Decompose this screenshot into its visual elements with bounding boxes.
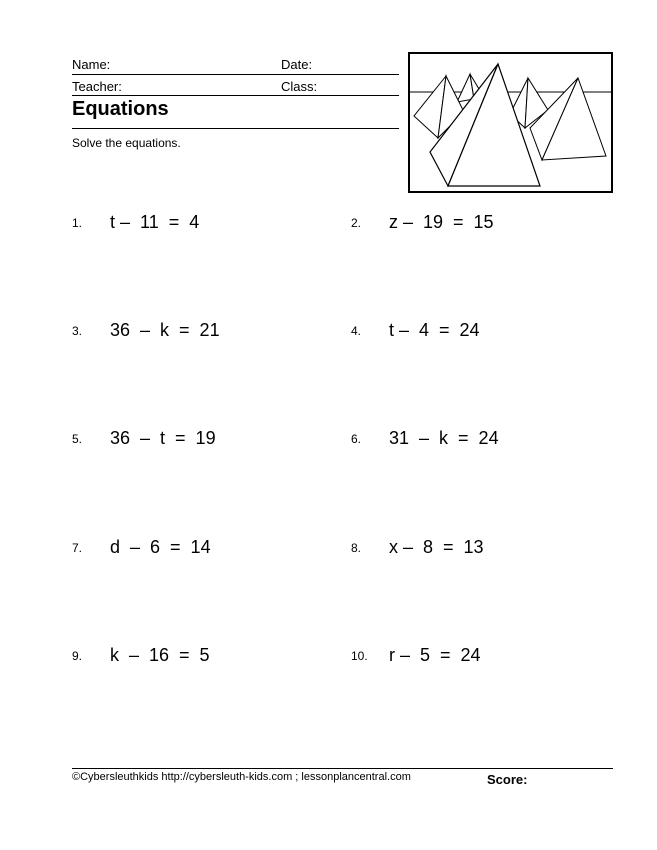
pyramids-icon [410, 54, 611, 191]
name-date-line [72, 74, 399, 75]
name-label: Name: [72, 57, 111, 72]
problem-number-9: 9. [72, 649, 83, 663]
problem-equation-9: k – 16 = 5 [110, 645, 210, 665]
problem-number-4: 4. [351, 324, 362, 338]
title-line [72, 128, 399, 129]
pyramids-illustration [408, 52, 613, 193]
problem-equation-1: t – 11 = 4 [110, 212, 200, 232]
problem-equation-10: r – 5 = 24 [389, 645, 481, 665]
footer-credit: ©Cybersleuthkids http://cybersleuth-kids.com ; lessonplancentral.com [72, 771, 411, 783]
problem-equation-3: 36 – k = 21 [110, 320, 220, 340]
problem-number-6: 6. [351, 432, 362, 446]
problem-equation-6: 31 – k = 24 [389, 428, 499, 448]
problem-number-2: 2. [351, 216, 362, 230]
problem-number-1: 1. [72, 216, 83, 230]
problem-equation-4: t – 4 = 24 [389, 320, 480, 340]
score-label: Score: [487, 772, 528, 787]
problem-equation-7: d – 6 = 14 [110, 537, 211, 557]
problem-number-7: 7. [72, 541, 83, 555]
date-label: Date: [281, 57, 313, 72]
teacher-class-line [72, 95, 399, 96]
problem-number-3: 3. [72, 324, 83, 338]
problem-number-5: 5. [72, 432, 83, 446]
teacher-label: Teacher: [72, 79, 122, 94]
class-label: Class: [281, 79, 318, 94]
footer-line [72, 768, 613, 769]
problem-equation-8: x – 8 = 13 [389, 537, 484, 557]
page-title: Equations [72, 98, 169, 120]
problem-number-8: 8. [351, 541, 362, 555]
problem-equation-5: 36 – t = 19 [110, 428, 216, 448]
problem-equation-2: z – 19 = 15 [389, 212, 494, 232]
problem-number-10: 10. [351, 649, 368, 663]
instructions: Solve the equations. [72, 136, 181, 150]
